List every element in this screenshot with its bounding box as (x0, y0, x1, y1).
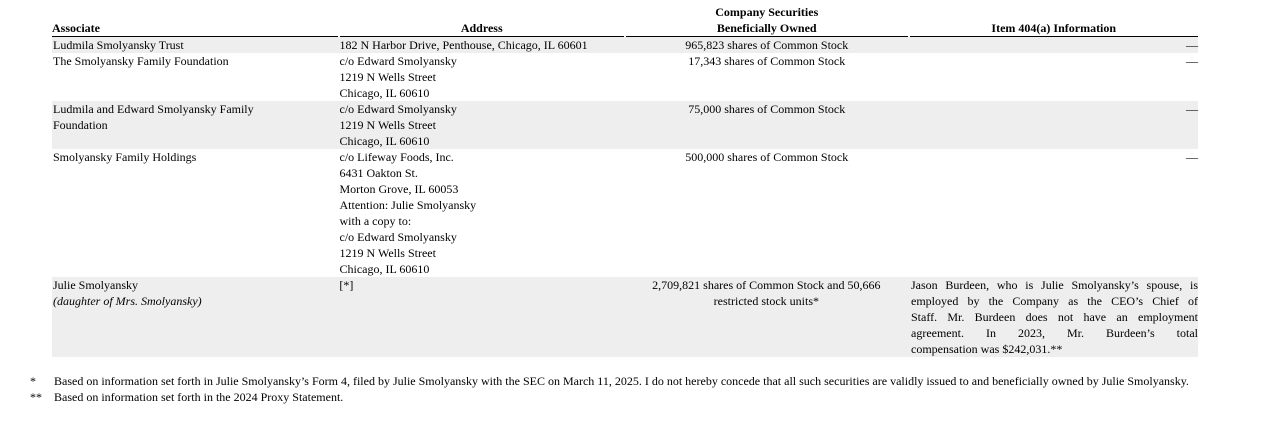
associate-name: Julie Smolyansky (53, 278, 139, 292)
associate-cell (52, 37, 338, 53)
info-line: Jason Burdeen, who is Julie Smolyansky’s spouse, is (911, 278, 1198, 292)
securities-cell (626, 277, 907, 357)
footnote-mark: * (30, 374, 36, 388)
info-text (911, 277, 1198, 357)
associate-cell (52, 101, 338, 149)
info-dash: — (1186, 102, 1198, 116)
header-item404: Item 404(a) Information (910, 20, 1199, 37)
securities-line: 500,000 shares of Common Stock (685, 150, 849, 164)
footnote-mark: ** (30, 390, 42, 404)
header-securities-line1: Company Securities (715, 5, 819, 19)
header-address: Address (340, 20, 625, 37)
address-line: Attention: Julie Smolyansky (339, 198, 477, 212)
info-line: agreement. In 2023, Mr. Burdeen’s total (911, 326, 1198, 340)
securities-line: 2,709,821 shares of Common Stock and 50,666 (652, 278, 881, 292)
footnotes (30, 373, 1270, 405)
info-line: compensation was $242,031.** (911, 342, 1063, 356)
address-cell (340, 101, 625, 149)
footnote-text: Based on information set forth in the 2024 Proxy Statement. (54, 390, 344, 404)
address-line: c/o Edward Smolyansky (339, 102, 457, 116)
info-cell (910, 37, 1199, 53)
address-line: Chicago, IL 60610 (339, 262, 430, 276)
info-dash: — (1186, 38, 1198, 52)
securities-cell (626, 37, 908, 53)
securities-cell (626, 101, 908, 149)
associate-cell (52, 53, 338, 101)
address-line: c/o Edward Smolyansky (339, 230, 457, 244)
securities-line: 965,823 shares of Common Stock (685, 38, 849, 52)
address-line: Chicago, IL 60610 (339, 86, 430, 100)
info-cell (910, 149, 1199, 277)
address-line: c/o Edward Smolyansky (339, 54, 457, 68)
table-row (52, 277, 1198, 357)
table-header (52, 4, 1198, 37)
header-securities-line2: Beneficially Owned (716, 21, 817, 35)
address-line: 182 N Harbor Drive, Penthouse, Chicago, IL 60601 (339, 38, 588, 52)
address-line: 1219 N Wells Street (339, 118, 436, 132)
info-cell (909, 277, 1198, 357)
header-securities (626, 4, 908, 37)
info-cell (910, 101, 1199, 149)
info-line: employed by the Company as the CEO’s Chief of (911, 294, 1198, 308)
table-row (52, 149, 1198, 277)
associates-table (52, 4, 1198, 357)
info-dash: — (1186, 150, 1198, 164)
address-cell (339, 277, 623, 357)
info-cell (910, 53, 1199, 101)
address-line: with a copy to: (339, 214, 412, 228)
info-line: Staff. Mr. Burdeen does not have an employment (911, 310, 1198, 324)
address-line: 1219 N Wells Street (339, 70, 436, 84)
associate-cell (52, 149, 338, 277)
associate-name: Smolyansky Family Holdings (53, 150, 197, 164)
table-row (52, 53, 1198, 101)
table-row (52, 37, 1198, 53)
securities-line: 17,343 shares of Common Stock (688, 54, 846, 68)
footnote (30, 373, 1270, 389)
address-cell (340, 37, 625, 53)
address-line: Chicago, IL 60610 (339, 134, 430, 148)
address-line: Morton Grove, IL 60053 (339, 182, 459, 196)
table-row (52, 101, 1198, 149)
securities-line: 75,000 shares of Common Stock (688, 102, 846, 116)
header-associate: Associate (52, 20, 338, 37)
address-line: 6431 Oakton St. (339, 166, 418, 180)
securities-cell (626, 53, 908, 101)
address-line: c/o Lifeway Foods, Inc. (339, 150, 454, 164)
footnote-text: Based on information set forth in Julie Smolyansky’s Form 4, filed by Julie Smolyansky with the SEC on March 11, 2025. I do not hereby concede that all such securities are validly issued to and beneficially owned by Julie Smolyansky. (54, 374, 1189, 388)
securities-line: restricted stock units* (713, 294, 819, 308)
footnote (30, 389, 1270, 405)
address-line: [*] (339, 278, 354, 292)
associate-relationship-note: (daughter of Mrs. Smolyansky) (53, 294, 202, 308)
info-dash: — (1186, 54, 1198, 68)
address-cell (340, 53, 625, 101)
associate-name: Foundation (53, 118, 108, 132)
address-cell (340, 149, 625, 277)
associate-name: Ludmila Smolyansky Trust (53, 38, 184, 52)
associate-cell (52, 277, 337, 357)
associate-name: The Smolyansky Family Foundation (53, 54, 229, 68)
securities-cell (626, 149, 908, 277)
associate-name: Ludmila and Edward Smolyansky Family (53, 102, 254, 116)
address-line: 1219 N Wells Street (339, 246, 436, 260)
